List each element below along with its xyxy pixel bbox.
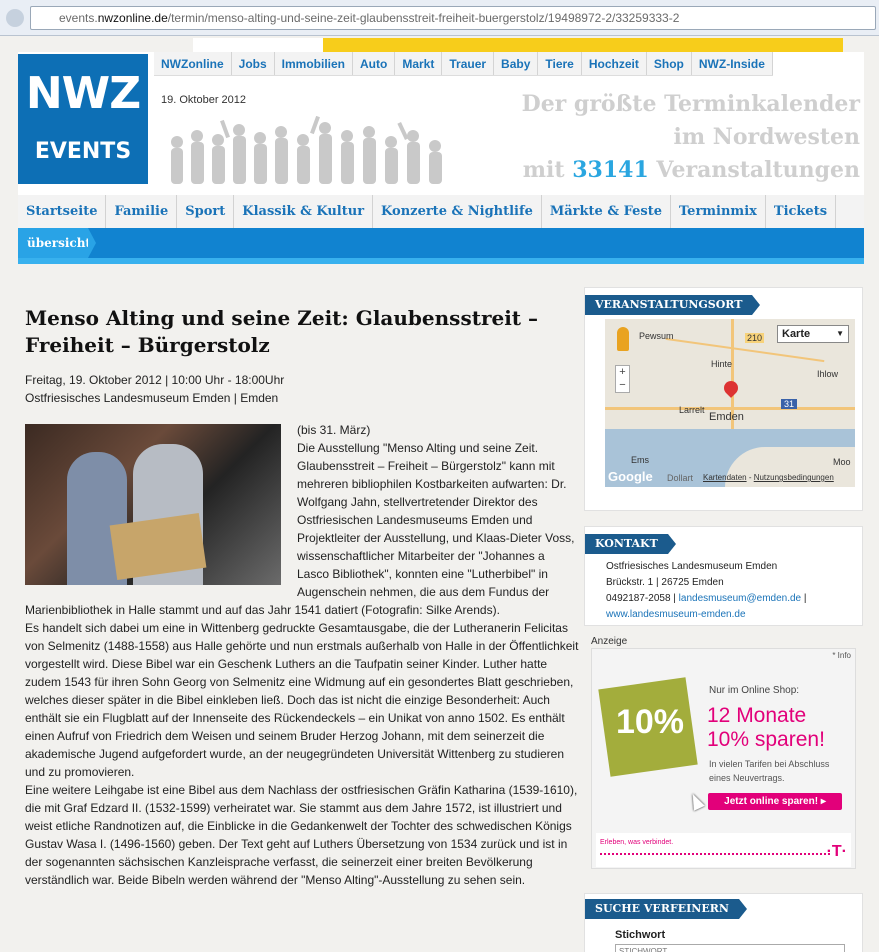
contact-email-link[interactable]: landesmuseum@emden.de — [678, 593, 802, 604]
chevron-down-icon: ▼ — [836, 329, 844, 338]
keyword-input[interactable] — [615, 944, 845, 952]
header-strip-yellow — [323, 38, 843, 52]
event-title: Menso Alting und seine Zeit: Glaubensstreit – Freiheit – Bürgerstolz — [25, 306, 538, 357]
ad-footer — [596, 833, 851, 867]
top-nav — [154, 52, 773, 76]
topnav-shop[interactable]: Shop — [647, 52, 692, 75]
header-date: 19. Oktober 2012 — [161, 94, 247, 106]
venue-heading: VERANSTALTUNGSORT — [585, 295, 752, 315]
url-path: /termin/menso-alting-und-seine-zeit-glaubensstreit-freiheit-buergerstolz/19498972-2/33259333-2 — [167, 11, 680, 25]
event-count: 33141 — [572, 157, 649, 183]
nav-maerkte-feste[interactable]: Märkte & Feste — [542, 195, 671, 228]
map-label-moo: Moo — [833, 457, 851, 467]
ad-fineprint — [709, 757, 829, 785]
nav-konzerte-nightlife[interactable]: Konzerte & Nightlife — [373, 195, 542, 228]
contact-box — [584, 526, 863, 626]
contact-details — [606, 559, 807, 623]
map-pin-icon[interactable] — [721, 378, 741, 398]
sub-nav-underline — [18, 258, 864, 264]
map-route-31: 31 — [781, 399, 797, 409]
tagline-suffix: Veranstaltungen — [648, 157, 860, 183]
map-label-ems: Ems — [631, 455, 649, 465]
event-location: Ostfriesisches Landesmuseum Emden | Emden — [25, 391, 279, 405]
map-label-ihlow: Ihlow — [817, 369, 839, 379]
event-date-range: (bis 31. März) — [297, 423, 371, 437]
ad-headline — [707, 704, 825, 752]
subnav-uebersicht[interactable]: übersicht — [18, 228, 88, 258]
nav-terminmix[interactable]: Terminmix — [671, 195, 766, 228]
back-button-icon[interactable] — [6, 9, 24, 27]
ad-dotted-line — [600, 853, 830, 855]
nav-startseite[interactable]: Startseite — [18, 195, 106, 228]
topnav-markt[interactable]: Markt — [395, 52, 442, 75]
map-label-pewsum: Pewsum — [639, 331, 674, 341]
browser-address-bar — [0, 0, 879, 36]
topnav-tiere[interactable]: Tiere — [538, 52, 581, 75]
search-refine-heading: SUCHE VERFEINERN — [585, 899, 739, 919]
event-paragraph-3: Eine weitere Leihgabe ist eine Bibel aus dem Nachlass der ostfriesischen Gräfin Katharina (1539-1610), die mit Graf Edzard II. (1532-1599) verheiratet war. Sie stammt aus dem Jahre 1572, ist illustriert und weist etliche Randnotizen auf, die Einblicke in die Gedankenwelt der Tochter des schwedischen Königs Gustav Wasa I. (1496-1560) geben. Der Text geht auf Luthers Übersetzung von 1534 zurück und ist in der sogenannten sächsischen Kanzleisprache verfasst, die seinerzeit einer breiten Bevölkerung verständlich war. Beide Bibeln werden während der "Menso Alting"-Ausstellung zu sehen sein. — [25, 783, 578, 887]
event-paragraph-2: Es handelt sich dabei um eine in Wittenberg gedruckte Gesamtausgabe, die der Lutheranerin Felicitas von Selmenitz (1488-1558) aus Halle gehörte und nun erstmals außerhalb von Halle in der Öffentlichkeit vorgestellt wird. Diese Bibel war ein Geschenk Luthers an die Taufpatin seiner Kinder. Luther hatte zudem 1543 für ihren Sohn Georg von Selmenitz eine Widmung auf ein gesondertes Blatt geschrieben, welches dieser später in die Bibel einkleben ließ. Doch das ist nicht die einzige Besonderheit: Auch enthält sie ein Flugblatt auf der Innenseite des Rückendeckels – ein Unikat von anno 1502. Es enthält einen Aufruf von Friedrich dem Weisen und seinem Bruder Herzog Johann, mit dem seinerzeit die akademische Jugend aufgefordert wurde, an der neugegründeten Universität Wittenberg zu studieren und zu promovieren. — [25, 621, 579, 779]
header-strip-white — [193, 38, 323, 52]
ad-slogan: Erleben, was verbindet. — [600, 839, 674, 846]
ad-fineprint-1: In vielen Tarifen bei Abschluss — [709, 759, 830, 769]
nwz-events-logo[interactable] — [18, 54, 148, 184]
venue-map[interactable] — [605, 319, 855, 487]
ad-percent-text: 10% — [615, 703, 685, 741]
tagline-line-1: Der größte Terminkalender — [521, 91, 860, 117]
search-refine-box — [584, 893, 863, 952]
map-zoom-control[interactable] — [615, 365, 630, 393]
zoom-in-icon[interactable]: + — [619, 366, 626, 378]
event-meta — [25, 371, 580, 407]
ad-cta-button[interactable]: Jetzt online sparen! ▸ — [708, 793, 842, 810]
logo-text-bottom: EVENTS — [34, 139, 132, 164]
contact-heading: KONTAKT — [585, 534, 668, 554]
topnav-jobs[interactable]: Jobs — [232, 52, 275, 75]
telekom-ad[interactable] — [591, 648, 856, 869]
main-nav — [18, 195, 864, 228]
topnav-auto[interactable]: Auto — [353, 52, 395, 75]
map-label-dollart: Dollart — [667, 473, 694, 483]
topnav-baby[interactable]: Baby — [494, 52, 538, 75]
topnav-trauer[interactable]: Trauer — [442, 52, 494, 75]
contact-phone-email — [606, 591, 807, 607]
event-datetime: Freitag, 19. Oktober 2012 | 10:00 Uhr - 18:00Uhr — [25, 373, 285, 387]
nav-familie[interactable]: Familie — [106, 195, 177, 228]
nav-klassik-kultur[interactable]: Klassik & Kultur — [234, 195, 373, 228]
site-header — [18, 52, 864, 202]
contact-name: Ostfriesisches Landesmuseum Emden — [606, 561, 778, 572]
ad-headline-2: 10% sparen! — [707, 728, 825, 751]
event-article — [25, 305, 580, 889]
map-label-hinte: Hinte — [711, 359, 733, 369]
nav-sport[interactable]: Sport — [177, 195, 234, 228]
map-label-larrelt: Larrelt — [679, 405, 705, 415]
crowd-silhouette-icon — [163, 116, 453, 184]
map-type-value: Karte — [782, 328, 811, 340]
map-road — [605, 407, 855, 410]
tagline-line-3 — [522, 154, 860, 187]
ad-info-link[interactable]: * Info — [832, 651, 851, 660]
logo-text-top: NWZ — [25, 68, 141, 119]
url-domain: nwzonline.de — [97, 11, 168, 25]
tagline-prefix: mit — [522, 157, 573, 183]
ad-intro: Nur im Online Shop: — [709, 685, 800, 696]
map-terms-link[interactable]: Nutzungsbedingungen — [753, 473, 834, 482]
ad-label: Anzeige — [591, 636, 628, 647]
map-footer — [703, 473, 834, 482]
topnav-nwz-inside[interactable]: NWZ-Inside — [692, 52, 773, 75]
topnav-immobilien[interactable]: Immobilien — [275, 52, 353, 75]
topnav-nwzonline[interactable]: NWZonline — [154, 52, 232, 75]
nav-tickets[interactable]: Tickets — [766, 195, 836, 228]
telekom-logo-icon: ·T· — [826, 843, 847, 860]
map-label-emden: Emden — [709, 411, 744, 423]
google-logo[interactable]: Google — [608, 469, 653, 484]
contact-website-link[interactable]: www.landesmuseum-emden.de — [606, 609, 746, 620]
contact-phone: 0492187-2058 | — [606, 593, 679, 604]
streetview-pegman-icon[interactable] — [617, 327, 629, 351]
ad-headline-1: 12 Monate — [707, 704, 807, 727]
sub-nav-bar — [18, 228, 864, 258]
topnav-hochzeit[interactable]: Hochzeit — [582, 52, 647, 75]
map-type-select[interactable] — [777, 325, 849, 343]
keyword-label: Stichwort — [615, 929, 666, 941]
event-body — [25, 421, 580, 889]
map-data-link[interactable]: Kartendaten — [703, 473, 747, 482]
url-field[interactable] — [30, 6, 876, 30]
contact-sep: | — [801, 593, 807, 604]
ad-fineprint-2: eines Neuvertrags. — [709, 773, 785, 783]
event-photo[interactable] — [25, 424, 281, 585]
venue-box — [584, 287, 863, 511]
zoom-out-icon[interactable]: − — [619, 379, 626, 391]
map-route-210: 210 — [747, 333, 763, 343]
url-prefix: events. — [59, 11, 98, 25]
map-footer-sep: - — [746, 473, 754, 482]
event-paragraph-1: Die Ausstellung "Menso Alting und seine Zeit. Glaubensstreit – Freiheit – Bürgerstolz" kann mit mehreren bibliophilen Kostbarkeiten aufwarten: Dr. Wolfgang Jahn, stellvertretender Direktor des Ostfriesischen Landesmuseums Emden und Projektleiter der Ausstellung, und Klaas-Dieter Voss, wissenschaftlicher Mitarbeiter der "Johannes a Lasco Bibliothek", konnten eine "Lutherbibel" in Augenschein nehmen, die aus dem Fundus der Marienbibliothek in Halle stammt und auf das Jahr 1541 datiert (Fotografin: Silke Arends). — [25, 441, 575, 617]
contact-address: Brückstr. 1 | 26725 Emden — [606, 577, 724, 588]
tagline-line-2: im Nordwesten — [673, 124, 860, 150]
header-tagline — [522, 88, 860, 187]
